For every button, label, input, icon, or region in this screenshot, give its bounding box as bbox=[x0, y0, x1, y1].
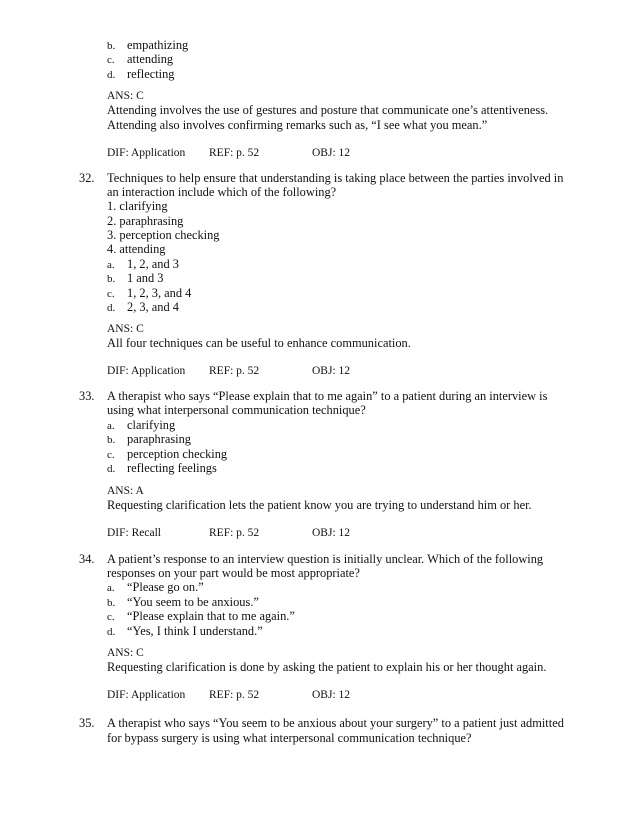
question-number: 33. bbox=[79, 389, 95, 403]
option-text: attending bbox=[127, 52, 174, 66]
option-letter: c. bbox=[107, 449, 115, 461]
option-c bbox=[107, 52, 173, 68]
question-number: 34. bbox=[79, 552, 95, 566]
option-text: 1, 2, 3, and 4 bbox=[127, 286, 192, 300]
question-stem: responses on your part would be most appropriate? bbox=[107, 566, 360, 580]
option-text: empathizing bbox=[127, 38, 189, 52]
question-stem: an interaction include which of the following? bbox=[107, 185, 337, 199]
option-text: “You seem to be anxious.” bbox=[127, 595, 259, 609]
question-stem: A patient’s response to an interview question is initially unclear. Which of the following bbox=[107, 552, 544, 566]
reference: REF: p. 52 bbox=[209, 147, 260, 159]
rationale-line: All four techniques can be useful to enhance communication. bbox=[107, 336, 411, 350]
option-text: reflecting bbox=[127, 67, 175, 81]
reference: REF: p. 52 bbox=[209, 689, 260, 701]
option-letter: a. bbox=[107, 420, 115, 432]
answer-key: ANS: C bbox=[107, 647, 144, 659]
question-number: 32. bbox=[79, 171, 95, 185]
option-text: 1 and 3 bbox=[127, 271, 164, 285]
option-b bbox=[107, 432, 191, 448]
option-text: “Yes, I think I understand.” bbox=[127, 624, 263, 638]
numbered-item: 2. paraphrasing bbox=[107, 214, 184, 228]
option-letter: d. bbox=[107, 302, 116, 314]
question-number: 35. bbox=[79, 716, 95, 730]
option-text: perception checking bbox=[127, 447, 228, 461]
answer-key: ANS: C bbox=[107, 323, 144, 335]
option-letter: c. bbox=[107, 611, 115, 623]
numbered-item: 3. perception checking bbox=[107, 228, 220, 242]
reference: REF: p. 52 bbox=[209, 527, 260, 539]
question-stem: A therapist who says “Please explain that to me again” to a patient during an interview is bbox=[107, 389, 548, 403]
objective: OBJ: 12 bbox=[312, 365, 351, 377]
option-letter: c. bbox=[107, 54, 115, 66]
option-text: reflecting feelings bbox=[127, 461, 217, 475]
question-stem: Techniques to help ensure that understanding is taking place between the parties involved in bbox=[107, 171, 564, 185]
reference: REF: p. 52 bbox=[209, 365, 260, 377]
option-letter: d. bbox=[107, 69, 116, 81]
option-text: clarifying bbox=[127, 418, 176, 432]
option-text: 2, 3, and 4 bbox=[127, 300, 179, 314]
option-text: “Please go on.” bbox=[127, 580, 204, 594]
difficulty: DIF: Application bbox=[107, 689, 186, 701]
rationale-line: Attending also involves confirming remarks such as, “I see what you mean.” bbox=[107, 118, 488, 132]
option-text: “Please explain that to me again.” bbox=[127, 609, 295, 623]
option-d bbox=[107, 624, 263, 640]
option-d bbox=[107, 67, 174, 83]
option-letter: c. bbox=[107, 288, 115, 300]
numbered-item: 1. clarifying bbox=[107, 199, 168, 213]
option-d bbox=[107, 300, 179, 316]
option-text: paraphrasing bbox=[127, 432, 191, 446]
question-stem: A therapist who says “You seem to be anxious about your surgery” to a patient just admitted bbox=[107, 716, 564, 730]
option-d bbox=[107, 461, 217, 477]
option-letter: a. bbox=[107, 259, 115, 271]
option-letter: b. bbox=[107, 40, 116, 52]
option-letter: a. bbox=[107, 582, 115, 594]
option-letter: b. bbox=[107, 434, 116, 446]
difficulty: DIF: Application bbox=[107, 365, 186, 377]
option-letter: b. bbox=[107, 597, 116, 609]
option-text: 1, 2, and 3 bbox=[127, 257, 179, 271]
objective: OBJ: 12 bbox=[312, 147, 351, 159]
option-letter: d. bbox=[107, 626, 116, 638]
difficulty: DIF: Application bbox=[107, 147, 186, 159]
numbered-item: 4. attending bbox=[107, 242, 166, 256]
question-stem: for bypass surgery is using what interpersonal communication technique? bbox=[107, 731, 472, 745]
question-stem: using what interpersonal communication technique? bbox=[107, 403, 366, 417]
objective: OBJ: 12 bbox=[312, 689, 351, 701]
rationale-line: Attending involves the use of gestures and posture that communicate one’s attentiveness. bbox=[107, 103, 549, 117]
option-a bbox=[107, 580, 204, 596]
objective: OBJ: 12 bbox=[312, 527, 351, 539]
difficulty: DIF: Recall bbox=[107, 527, 161, 539]
rationale-line: Requesting clarification lets the patient know you are trying to understand him or her. bbox=[107, 498, 532, 512]
option-letter: d. bbox=[107, 463, 116, 475]
rationale-line: Requesting clarification is done by asking the patient to explain his or her thought again. bbox=[107, 660, 547, 674]
answer-key: ANS: C bbox=[107, 90, 144, 102]
option-letter: b. bbox=[107, 273, 116, 285]
answer-key: ANS: A bbox=[107, 485, 144, 497]
option-b bbox=[107, 271, 163, 287]
option-c bbox=[107, 609, 295, 625]
